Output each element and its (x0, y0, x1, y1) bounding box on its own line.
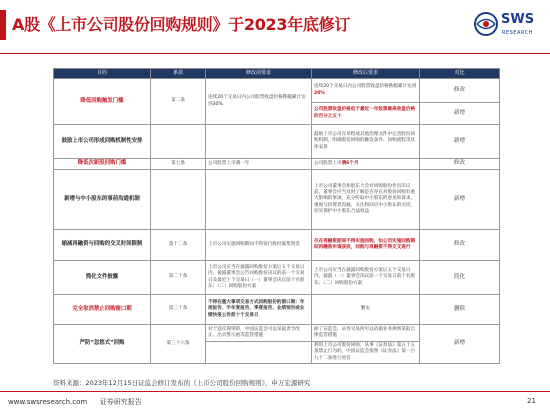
page-number: 21 (527, 397, 536, 405)
disclaimer-link[interactable]: 证券研究报告 (99, 398, 142, 406)
column-header: 对比 (420, 69, 500, 79)
sws-logo (471, 7, 545, 47)
after-text: 连续20个交易日内公司股票收盘价格跌幅累计达到 (314, 84, 417, 90)
after-cell: 除了证监会，证券交易所可以依据业务规则采取自律监管措施 (312, 325, 420, 342)
clause-cell: 第七条 (151, 159, 206, 170)
footer-divider (0, 391, 550, 392)
purpose-cell: 降低回购触发门槛 (54, 79, 151, 125)
title-divider (0, 53, 550, 54)
after-cell (312, 159, 420, 170)
clause-cell: 第二条 (151, 79, 206, 125)
website-link[interactable]: www.swsresearch.com (8, 398, 88, 406)
after-cell: 上市公司应当在披露回购股份方案后五个交易日内，披露（一）董事会决议前一个交易日前十名股东；（二）回购股份方案 (312, 261, 420, 295)
clause-cell: 第三十六条 (151, 325, 206, 364)
before-cell (206, 125, 312, 159)
purpose-cell: 新增与中小股东的事前沟通机制 (54, 170, 151, 230)
column-header: 目的 (54, 69, 151, 79)
compare-cell: 修改 (420, 79, 500, 103)
purpose-cell: 简化文件披露 (54, 261, 151, 295)
after-highlight: 仅在再融资期间不得实施回购，如公司实施回购期间再融资申请获批，回购与再融资不得交叉进行 (314, 238, 416, 250)
page-title: A股《上市公司股份回购规则》于2023年底修订 (12, 15, 351, 34)
table-row (54, 170, 500, 230)
clause-cell: 第二十条 (151, 261, 206, 295)
after-highlight: 公司股票收盘价格低于最近一年股票最高收盘价格的百分之五十 (314, 107, 416, 119)
purpose-cell: 降低次新股回购门槛 (54, 159, 151, 170)
table-row (54, 79, 500, 103)
compare-cell: 删除 (420, 295, 500, 325)
table-row (54, 325, 500, 342)
purpose-cell: 完全取消禁止回购窗口期 (54, 295, 151, 325)
table-row (54, 230, 500, 261)
purpose-cell: 严防“忽悠式”回购 (54, 325, 151, 364)
clause-cell: 第十二条 (151, 230, 206, 261)
after-cell: 鼓励上市公司在章程或其他治理文件中完善股份回购机制，明确股份回购的触发条件、回购流程等具体安排 (312, 125, 420, 159)
column-header: 修改前要求 (206, 69, 312, 79)
compare-cell: 新增 (420, 125, 500, 159)
compare-cell: 新增 (420, 170, 500, 230)
after-text: 公司股票上市 (314, 160, 342, 166)
logo-subtext: RESEARCH (502, 30, 533, 36)
before-cell: 连续20个交易日内公司股票收盘价格跌幅累计达到30% (206, 79, 312, 125)
table-row (54, 159, 500, 170)
column-header: 条款 (151, 69, 206, 79)
after-cell (312, 79, 420, 103)
title-bar (0, 0, 550, 56)
after-cell: 删去 (312, 295, 420, 325)
column-header: 修改后要求 (312, 69, 420, 79)
table-row (54, 261, 500, 295)
purpose-cell: 缩减再融资与回购的交叉时间限制 (54, 230, 151, 261)
before-cell (206, 342, 312, 364)
before-cell: 上市公司实施回购期间不得发行股份募集资金 (206, 230, 312, 261)
before-cell: 上市公司应当在披露回购股份方案后五个交易日内，披露董事会公告回购股份决议的前一个交易日及最近十个交易日（一）董事会决议前十名股东；（二）回购股份方案 (206, 261, 312, 295)
compare-cell: 修改 (420, 230, 500, 261)
sws-globe-icon (473, 11, 499, 37)
compare-cell: 修改 (420, 159, 500, 170)
after-highlight: 20% (314, 90, 325, 96)
compare-cell: 新增 (420, 325, 500, 364)
after-cell (312, 230, 420, 261)
before-cell: 公司股票上市满一年 (206, 159, 312, 170)
compare-cell: 简化 (420, 261, 500, 295)
title-accent-bar (0, 10, 6, 40)
compare-cell: 新增 (420, 103, 500, 125)
table-header-row (54, 69, 500, 79)
buyback-rules-table (53, 68, 500, 364)
table-row (54, 295, 500, 325)
before-cell: 对于违反规则的，中国证监会可以采取责令改正、出具警示函等监管措施 (206, 325, 312, 342)
after-highlight: 满6个月 (341, 160, 359, 166)
clause-cell: 第三十条 (151, 295, 206, 325)
table-row (54, 125, 500, 159)
after-cell (312, 103, 420, 125)
purpose-cell: 鼓励上市公司形成回购机制性安排 (54, 125, 151, 159)
before-cell: 不得在重大事项交易方式回购股份的窗口期：年度报告、半年度报告、季度报告、业绩预告或业绩快报公告前十个交易日 (206, 295, 312, 325)
after-cell: 上市公司董事会和股东大会对回购股份作出决议前，董事会应当及时了解是否存在对股份回购有重大影响的事项，充分听取中小股东的意见和诉求，重视与投资者沟通，关注和回应中小股东的关切，切实保护中小股东合法权益 (312, 170, 420, 230)
clause-cell (151, 125, 206, 159)
logo-text: SWS (501, 12, 535, 27)
source-note: 资料来源：2023年12月15日证监会修订发布的《上市公司股份回购规则》，申万宏源研究 (53, 379, 311, 387)
clause-cell (151, 170, 206, 230)
footer-left (8, 397, 142, 407)
before-cell (206, 170, 312, 230)
after-cell: 利用上市公司股份回购，从事《证券法》第五十五条禁止行为的，中国证监会依照《证券法》第一百九十二条进行处罚 (312, 342, 420, 364)
